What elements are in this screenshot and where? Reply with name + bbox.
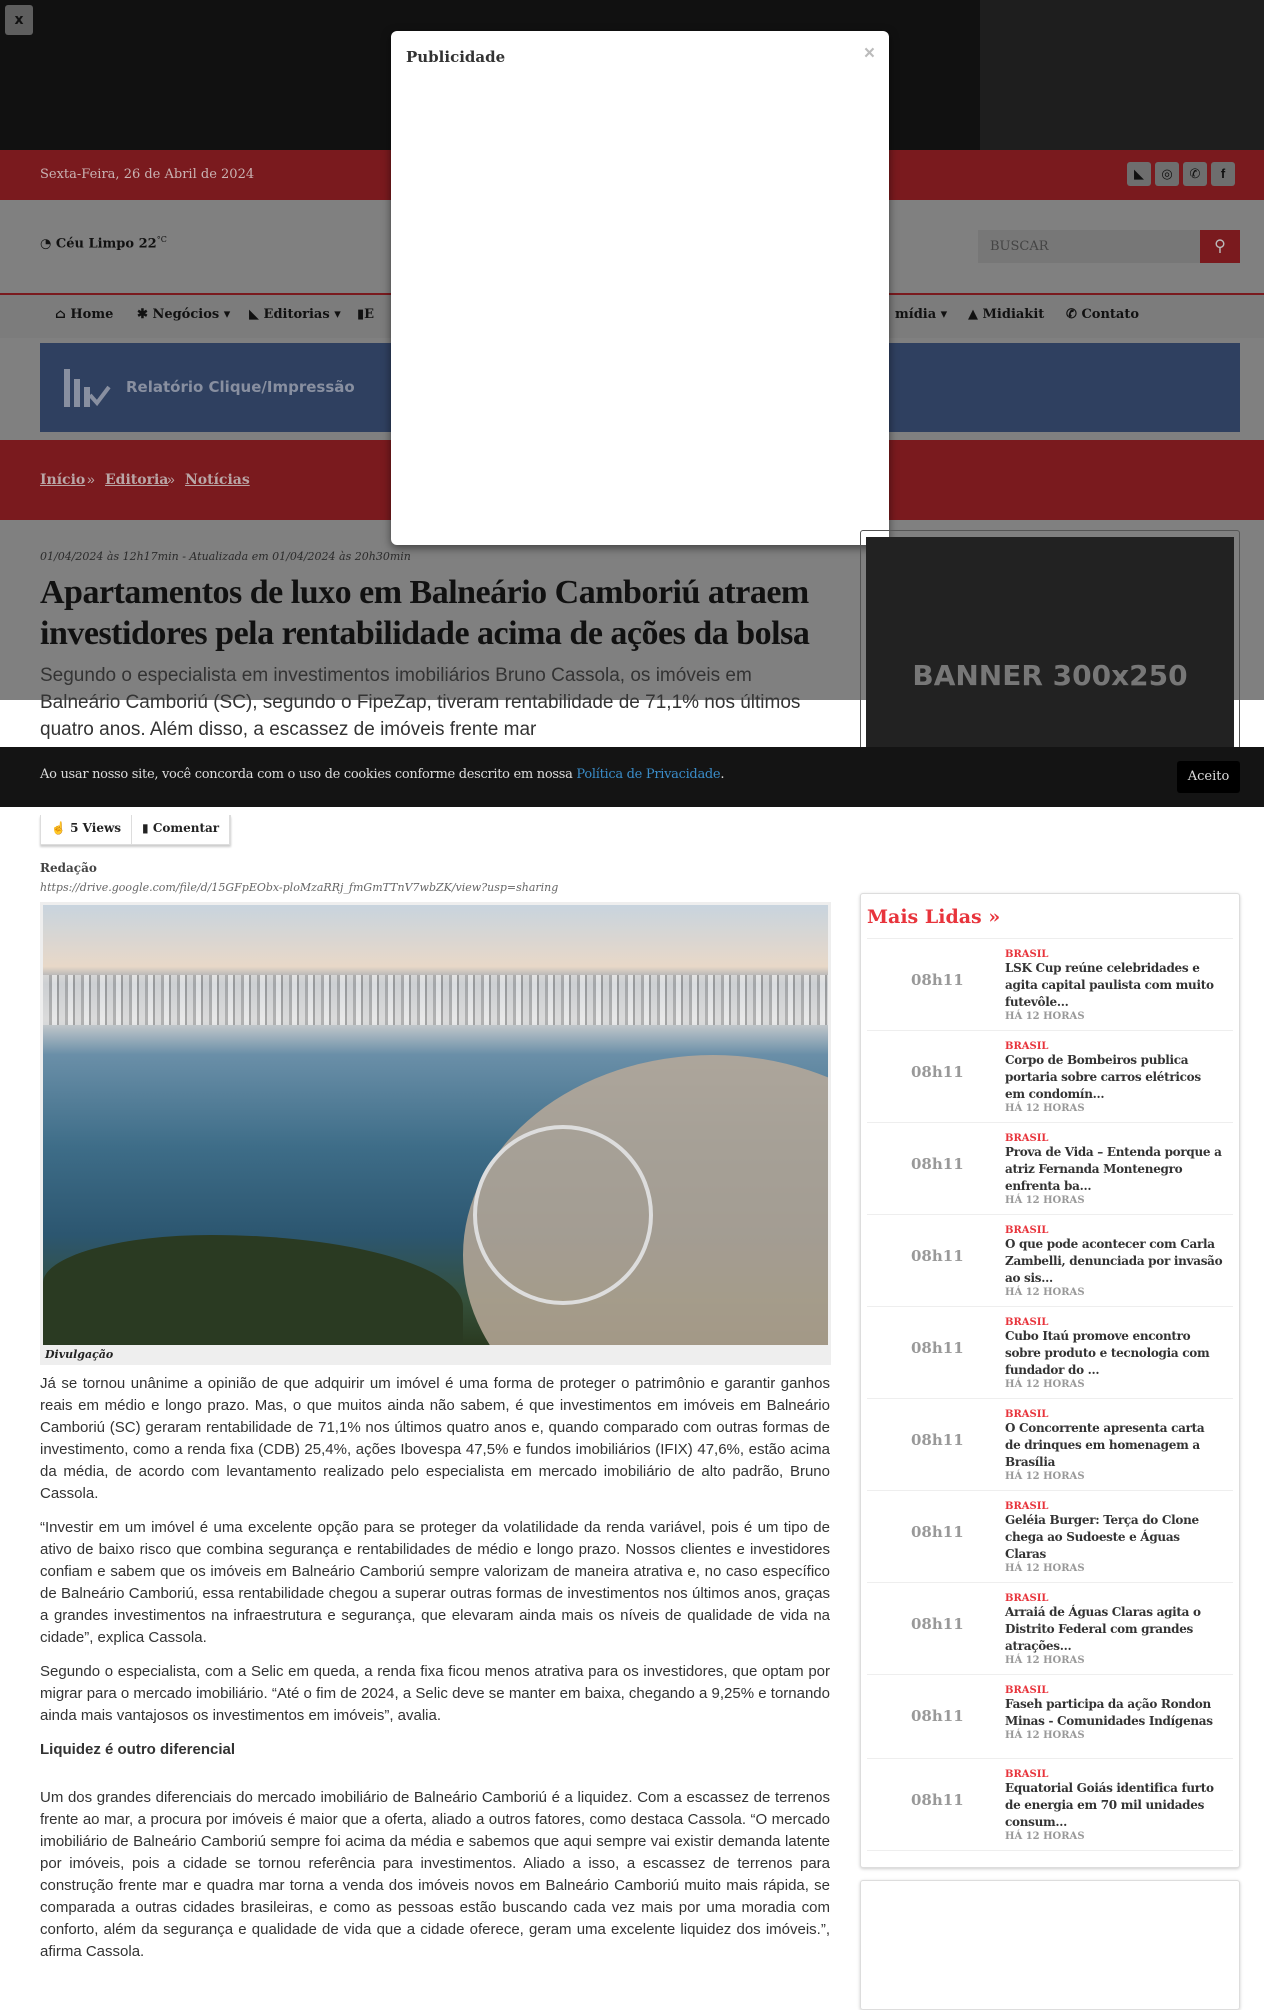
breadcrumb-separator: »	[167, 471, 175, 487]
item-time: 08h11	[911, 1615, 964, 1633]
whatsapp-icon[interactable]: ✆	[1183, 162, 1207, 186]
item-title[interactable]: O que pode acontecer com Carla Zambelli, denunciada por invasão ao sis...	[1005, 1237, 1223, 1285]
item-ago: HÁ 12 HORAS	[1005, 1831, 1085, 1842]
nav-label: E	[364, 307, 375, 322]
mais-lidas-widget	[860, 893, 1240, 1868]
nav-label: Home	[70, 307, 114, 322]
banner-ad-label: BANNER 300x250	[912, 659, 1188, 692]
subheading: Liquidez é outro diferencial	[40, 1741, 236, 1758]
article-photo	[40, 902, 831, 1348]
ad-close-button[interactable]: x	[5, 5, 33, 35]
rss-icon[interactable]: ◣	[1127, 162, 1151, 186]
item-ago: HÁ 12 HORAS	[1005, 1287, 1085, 1298]
item-time: 08h11	[911, 1155, 964, 1173]
photo-ferris-wheel	[473, 1125, 653, 1305]
home-icon: ⌂	[55, 307, 66, 322]
nav-label: Negócios ▾	[152, 307, 231, 322]
current-date: Sexta-Feira, 26 de Abril de 2024	[40, 167, 255, 182]
item-title[interactable]: O Concorrente apresenta carta de drinques em homenagem a Brasília	[1005, 1421, 1205, 1469]
weather-icon: ◔	[40, 236, 56, 252]
mais-lidas-item[interactable]	[867, 1675, 1233, 1759]
comment-button[interactable]	[132, 815, 230, 844]
mais-lidas-item[interactable]	[867, 1491, 1233, 1583]
weather-widget	[40, 235, 167, 251]
article-title: Apartamentos de luxo em Balneário Camboriú atraem investidores pela rentabilidade acima de ações da bolsa	[40, 574, 810, 652]
report-banner-label: Relatório Clique/Impressão	[126, 378, 355, 396]
cookie-message: Ao usar nosso site, você concorda com o uso de cookies conforme descrito em nossa	[40, 767, 577, 782]
item-category[interactable]: BRASIL	[1005, 1501, 1049, 1512]
sidebar-box	[860, 1880, 1240, 2010]
item-ago: HÁ 12 HORAS	[1005, 1103, 1085, 1114]
item-title[interactable]: Geléia Burger: Terça do Clone chega ao Sudoeste e Águas Claras	[1005, 1513, 1199, 1561]
paragraph: “Investir em um imóvel é uma excelente opção para se proteger da volatilidade da renda variável, pois é um tipo de ativo de baixo risco que combina segurança e rentabilidades de médio e longo prazo. Nossos clientes e investidores confiam e sabem que os imóveis em Balneário Camboriú sempre valorizam de maneira atrativa e, no caso específico de Balneário Camboriú, essa rentabilidade chegou a superar outras formas de investimentos nos últimos anos, graças a grandes investimentos na infraestrutura e segurança, que elevaram ainda mais os níveis de qualidade de vida na cidade”, explica Cassola.	[40, 1519, 830, 1646]
item-time: 08h11	[911, 1247, 964, 1265]
nav-e[interactable]	[357, 307, 374, 322]
facebook-icon[interactable]: f	[1211, 162, 1235, 186]
search-icon: ⚲	[1214, 238, 1226, 255]
search-input[interactable]	[978, 230, 1200, 263]
photo-skyline	[43, 975, 831, 1025]
item-ago: HÁ 12 HORAS	[1005, 1563, 1085, 1574]
views-count: 5 Views	[70, 821, 122, 835]
mais-lidas-list	[867, 938, 1233, 1851]
mais-lidas-title[interactable]: Mais Lidas »	[867, 906, 1001, 928]
item-time: 08h11	[911, 971, 964, 989]
breadcrumb-separator: »	[87, 471, 95, 487]
source-url[interactable]: https://drive.google.com/file/d/15GFpEObx-ploMzaRRj_fmGmTTnV7wbZK/view?usp=sharing	[40, 881, 559, 894]
item-ago: HÁ 12 HORAS	[1005, 1195, 1085, 1206]
item-time: 08h11	[911, 1431, 964, 1449]
item-title[interactable]: Equatorial Goiás identifica furto de energia em 70 mil unidades consum...	[1005, 1781, 1214, 1829]
search-button[interactable]	[1200, 230, 1240, 263]
article-actions	[40, 815, 231, 845]
article-author: Redação	[40, 861, 97, 875]
comment-label: Comentar	[152, 821, 220, 835]
cookie-text	[40, 767, 724, 782]
nav-label: Contato	[1081, 307, 1140, 322]
item-category[interactable]: BRASIL	[1005, 1593, 1049, 1604]
privacy-policy-link[interactable]: Política de Privacidade	[576, 767, 721, 782]
top-ad-side	[980, 0, 1264, 150]
instagram-icon[interactable]: ◎	[1155, 162, 1179, 186]
nav-label: mídia ▾	[895, 307, 948, 322]
breadcrumb-inicio[interactable]: Início	[40, 472, 86, 488]
item-category[interactable]: BRASIL	[1005, 1769, 1049, 1780]
item-ago: HÁ 12 HORAS	[1005, 1471, 1085, 1482]
item-title[interactable]: Corpo de Bombeiros publica portaria sobre carros elétricos em condomín...	[1005, 1053, 1201, 1101]
nav-home[interactable]	[55, 307, 113, 322]
nav-editorias[interactable]	[249, 307, 341, 322]
paragraph: Segundo o especialista, com a Selic em queda, a renda fixa ficou menos atrativa para os investidores, que optam por migrar para o mercado imobiliário. “Até o fim de 2024, a Selic deve se manter em baixa, chegando a 9,25% e tornando ainda mais vantajosos os investimentos em imóveis”, avalia.	[40, 1663, 830, 1724]
item-time: 08h11	[911, 1339, 964, 1357]
item-ago: HÁ 12 HORAS	[1005, 1730, 1085, 1741]
nav-negocios[interactable]	[137, 307, 230, 322]
article-body	[40, 1373, 830, 1963]
nav-label: Editorias ▾	[263, 307, 341, 322]
item-title[interactable]: Cubo Itaú promove encontro sobre produto e tecnologia com fundador do ...	[1005, 1329, 1210, 1377]
comment-icon: ▮	[142, 821, 149, 835]
item-category[interactable]: BRASIL	[1005, 1041, 1049, 1052]
item-category[interactable]: BRASIL	[1005, 949, 1049, 960]
item-time: 08h11	[911, 1063, 964, 1081]
item-title[interactable]: LSK Cup reúne celebridades e agita capital paulista com muito futevôle...	[1005, 961, 1214, 1009]
bar-chart-check-icon	[62, 365, 112, 409]
item-category[interactable]: BRASIL	[1005, 1133, 1049, 1144]
mais-lidas-item[interactable]	[867, 1759, 1233, 1851]
mais-lidas-item[interactable]	[867, 1307, 1233, 1399]
photo-caption: Divulgação	[40, 1348, 831, 1365]
phone-icon: ✆	[1066, 307, 1077, 322]
nav-midiakit[interactable]	[968, 307, 1044, 322]
cookie-end: .	[720, 767, 725, 782]
item-title[interactable]: Faseh participa da ação Rondon Minas - Comunidades Indígenas	[1005, 1697, 1213, 1728]
advertising-modal	[391, 31, 889, 545]
nav-label: Midiakit	[982, 307, 1045, 322]
weather-text: Céu Limpo 22	[55, 236, 157, 252]
cookie-banner	[0, 747, 1264, 807]
item-ago: HÁ 12 HORAS	[1005, 1655, 1085, 1666]
gear-icon: ✱	[137, 307, 148, 322]
mais-lidas-item[interactable]	[867, 939, 1233, 1031]
nav-contato[interactable]	[1066, 307, 1139, 322]
article-meta: 01/04/2024 às 12h17min - Atualizada em 01/04/2024 às 20h30min	[40, 550, 411, 563]
mais-lidas-item[interactable]	[867, 1123, 1233, 1215]
mais-lidas-item[interactable]	[867, 1583, 1233, 1675]
item-category[interactable]: BRASIL	[1005, 1409, 1049, 1420]
rss-icon: ◣	[249, 307, 259, 322]
modal-title: Publicidade	[406, 48, 506, 66]
coffee-icon: ▮	[357, 307, 365, 322]
modal-close-button[interactable]: ×	[863, 43, 875, 64]
nav-midia[interactable]	[895, 307, 947, 322]
weather-unit: °C	[156, 235, 167, 244]
article-subtitle: Segundo o especialista em investimentos imobiliários Bruno Cassola, os imóveis em Balneário Camboriú (SC), segundo o FipeZap, tiveram rentabilidade de 71,1% nos últimos quatro anos. Além disso, a escassez de imóveis frente mar	[40, 665, 801, 740]
mais-lidas-item[interactable]	[867, 1031, 1233, 1123]
photo-trees	[43, 1235, 463, 1348]
item-time: 08h11	[911, 1707, 964, 1725]
item-title[interactable]: Prova de Vida – Entenda porque a atriz Fernanda Montenegro enfrenta ba...	[1005, 1145, 1222, 1193]
bell-icon: ▲	[968, 307, 978, 322]
breadcrumb-noticias[interactable]: Notícias	[185, 472, 250, 488]
breadcrumb-editoria[interactable]: Editoria	[105, 472, 169, 488]
item-category[interactable]: BRASIL	[1005, 1225, 1049, 1236]
item-time: 08h11	[911, 1523, 964, 1541]
item-ago: HÁ 12 HORAS	[1005, 1011, 1085, 1022]
item-category[interactable]: BRASIL	[1005, 1317, 1049, 1328]
paragraph: Já se tornou unânime a opinião de que adquirir um imóvel é uma forma de proteger o patrimônio e garantir ganhos reais em médio e longo prazo. Mas, o que muitos ainda não sabem, é que investimentos em imóveis em Balneário Camboriú (SC) geraram rentabilidade de 71,1% nos últimos quatro anos e, quando comparado com outras formas de investimento, como a renda fixa (CDB) 25,4%, ações Ibovespa 47,5% e fundos imobiliários (IFIX) 47,6%, estão acima da média, de acordo com levantamento realizado pelo especialista em mercado imobiliário de alto padrão, Bruno Cassola.	[40, 1375, 830, 1502]
views-button[interactable]	[41, 815, 132, 844]
cookie-accept-button[interactable]: Aceito	[1177, 761, 1240, 793]
item-time: 08h11	[911, 1791, 964, 1809]
mais-lidas-item[interactable]	[867, 1215, 1233, 1307]
item-category[interactable]: BRASIL	[1005, 1685, 1049, 1696]
thumbs-up-icon: ☝	[51, 821, 66, 835]
item-title[interactable]: Arraiá de Águas Claras agita o Distrito Federal com grandes atrações...	[1005, 1605, 1201, 1653]
mais-lidas-item[interactable]	[867, 1399, 1233, 1491]
item-ago: HÁ 12 HORAS	[1005, 1379, 1085, 1390]
paragraph: Um dos grandes diferenciais do mercado imobiliário de Balneário Camboriú é a liquidez. Com a escassez de terrenos frente ao mar, a procura por imóveis é maior que a oferta, aliado a outros fatores, como destaca Cassola. “O mercado imobiliário de Balneário Camboriú sempre foi acima da média e sabemos que aqui sempre vai existir demanda latente por imóveis, pois a cidade se tornou referência para investimentos. Aliado a isso, a escassez de terrenos para construção frente mar e quadra mar torna a venda dos imóveis novos em Balneário Camboriú muito mais rápida, se comparada a outras cidades brasileiras, e como as pessoas estão buscando cada vez mais por uma moradia com conforto, além da segurança e qualidade de vida que a cidade oferece, geram uma excelente liquidez dos imóveis.”, afirma Cassola.	[40, 1789, 830, 1960]
